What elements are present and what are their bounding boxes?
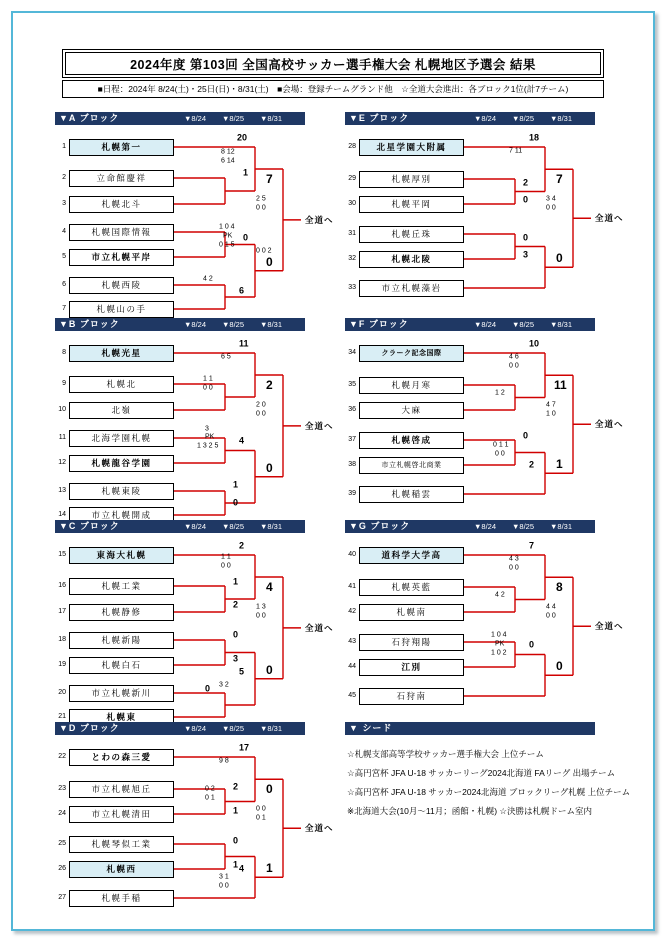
team-box: 江別 <box>359 659 464 676</box>
block-G <box>345 520 635 732</box>
team-number: 35 <box>348 381 356 388</box>
score-label: 1 <box>233 479 239 490</box>
score-label: 3 <box>205 425 209 433</box>
team-box: 札幌英藍 <box>359 579 464 596</box>
team-number: 8 <box>62 349 66 356</box>
team-number: 2 <box>62 174 66 181</box>
date-label: ▼8/25 <box>512 320 535 329</box>
team-box: 石狩南 <box>359 688 464 705</box>
team-number: 42 <box>348 608 356 615</box>
block-title: ▼A ブロック <box>59 113 120 123</box>
block-body <box>55 737 345 933</box>
score-label: 2 <box>239 540 245 551</box>
team-number: 14 <box>58 511 66 518</box>
team-box: 札幌啓成 <box>359 432 464 449</box>
team-number: 13 <box>58 487 66 494</box>
block-B <box>55 318 345 530</box>
date-label: ▼8/25 <box>222 320 245 329</box>
score-label: 6 14 <box>221 157 235 165</box>
team-number: 22 <box>58 753 66 760</box>
score-label: PK <box>205 433 215 441</box>
team-box: 市立札幌平岸 <box>69 249 174 266</box>
score-label: 1 <box>233 805 239 816</box>
team-box: 大麻 <box>359 402 464 419</box>
date-label: ▼8/31 <box>550 522 573 531</box>
score-label: 0 0 <box>509 564 519 572</box>
score-label: 0 <box>523 232 529 243</box>
team-number: 44 <box>348 663 356 670</box>
block-body <box>345 535 635 731</box>
score-label: 1 <box>556 457 563 471</box>
score-label: 0 <box>266 461 273 475</box>
seed-line-1: ☆札幌支部高等学校サッカー選手権大会 上位チーム <box>347 749 544 759</box>
score-label: PK <box>495 640 505 648</box>
team-number: 20 <box>58 689 66 696</box>
team-box: 市立札幌啓北商業 <box>359 457 464 474</box>
team-number: 31 <box>348 230 356 237</box>
date-label: ▼8/24 <box>184 522 207 531</box>
team-number: 28 <box>348 143 356 150</box>
date-label: ▼8/25 <box>222 724 245 733</box>
team-number: 21 <box>58 713 66 720</box>
score-label: 0 1 5 <box>219 241 235 249</box>
team-box: 札幌北 <box>69 376 174 393</box>
team-box: 東海大札幌 <box>69 547 174 564</box>
score-label: 3 <box>523 249 529 260</box>
score-label: PK <box>223 232 233 240</box>
score-label: 0 <box>233 497 239 508</box>
date-label: ▼8/24 <box>474 522 497 531</box>
score-label: 4 3 <box>509 555 519 563</box>
team-box: 札幌北陵 <box>359 251 464 268</box>
score-label: 1 3 <box>256 603 266 611</box>
advance-label: 全道へ <box>305 214 334 225</box>
team-number: 15 <box>58 551 66 558</box>
block-body <box>345 333 635 529</box>
date-label: ▼8/31 <box>260 522 283 531</box>
team-box: 札幌西陵 <box>69 277 174 294</box>
team-box: とわの森三愛 <box>69 749 174 766</box>
score-label: 0 1 <box>256 814 266 822</box>
score-label: 1 <box>233 859 239 870</box>
score-label: 1 <box>266 861 273 875</box>
score-label: 0 <box>233 835 239 846</box>
score-label: 4 2 <box>495 591 505 599</box>
score-label: 0 <box>523 194 529 205</box>
score-label: 2 <box>233 599 239 610</box>
page-subtitle: ■日程：2024年 8/24(土)・25日(日)・8/31(土) ■会場：登録チームグランド他 ☆全道大会進出：各ブロック1位(計7チーム) <box>62 80 604 98</box>
date-label: ▼8/31 <box>550 114 573 123</box>
score-label: 0 0 <box>256 410 266 418</box>
score-label: 0 0 2 <box>256 247 272 255</box>
team-box: 北星学園大附属 <box>359 139 464 156</box>
team-number: 41 <box>348 583 356 590</box>
block-D <box>55 722 345 934</box>
team-box: 札幌厚別 <box>359 171 464 188</box>
date-label: ▼8/31 <box>260 320 283 329</box>
team-box: 札幌静修 <box>69 604 174 621</box>
team-number: 19 <box>58 661 66 668</box>
block-title: ▼D ブロック <box>59 723 120 733</box>
team-number: 37 <box>348 436 356 443</box>
score-label: 3 <box>233 653 239 664</box>
team-number: 30 <box>348 200 356 207</box>
team-number: 1 <box>62 143 66 150</box>
team-box: 市立札幌開成 <box>69 507 174 524</box>
advance-label: 全道へ <box>305 420 334 431</box>
team-number: 4 <box>62 228 66 235</box>
score-label: 7 <box>529 540 535 551</box>
score-label: 1 0 4 <box>219 223 235 231</box>
score-label: 4 7 <box>546 401 556 409</box>
team-box: 札幌南 <box>359 604 464 621</box>
team-number: 40 <box>348 551 356 558</box>
team-number: 7 <box>62 305 66 312</box>
team-box: 札幌琴似工業 <box>69 836 174 853</box>
score-label: 11 <box>554 378 567 392</box>
score-label: 1 1 <box>203 375 213 383</box>
team-box: 立命館慶祥 <box>69 170 174 187</box>
score-label: 0 0 <box>256 612 266 620</box>
score-label: 18 <box>529 132 540 143</box>
score-label: 7 <box>266 172 273 186</box>
team-number: 10 <box>58 406 66 413</box>
score-label: 4 4 <box>546 603 556 611</box>
team-box: 市立札幌藻岩 <box>359 280 464 297</box>
block-header <box>55 112 305 125</box>
date-label: ▼8/24 <box>474 114 497 123</box>
seed-box <box>345 722 645 821</box>
score-label: 0 <box>523 430 529 441</box>
score-label: 0 0 <box>546 204 556 212</box>
seed-lines <box>345 735 645 821</box>
score-label: 4 6 <box>509 353 519 361</box>
date-label: ▼8/25 <box>222 522 245 531</box>
score-label: 2 <box>523 177 529 188</box>
team-number: 38 <box>348 461 356 468</box>
score-label: 1 <box>233 576 239 587</box>
block-title: ▼B ブロック <box>59 319 120 329</box>
score-label: 7 <box>556 172 563 186</box>
team-box: 札幌丘珠 <box>359 226 464 243</box>
score-label: 0 <box>266 663 273 677</box>
score-label: 0 0 <box>203 384 213 392</box>
score-label: 1 2 <box>495 389 505 397</box>
team-box: 道科学大学高 <box>359 547 464 564</box>
date-label: ▼8/25 <box>512 522 535 531</box>
date-label: ▼8/31 <box>260 114 283 123</box>
score-label: 4 <box>266 580 273 594</box>
team-box: 札幌東陵 <box>69 483 174 500</box>
team-number: 17 <box>58 608 66 615</box>
team-box: 札幌白石 <box>69 657 174 674</box>
score-label: 6 5 <box>221 353 231 361</box>
seed-line-2: ☆高円宮杯 JFA U-18 サッカーリーグ2024北海道 FAリーグ 出場チーム <box>347 768 616 778</box>
team-box: 札幌西 <box>69 861 174 878</box>
date-label: ▼8/24 <box>474 320 497 329</box>
advance-label: 全道へ <box>595 621 624 632</box>
score-label: 1 0 2 <box>491 649 507 657</box>
score-label: 0 0 <box>256 805 266 813</box>
score-label: 5 <box>239 666 245 677</box>
page-title: 2024年度 第103回 全国高校サッカー選手権大会 札幌地区予選会 結果 <box>65 52 601 75</box>
team-box: 札幌北斗 <box>69 196 174 213</box>
score-label: 6 <box>239 285 245 296</box>
block-title: ▼C ブロック <box>59 521 120 531</box>
score-label: 2 <box>266 378 273 392</box>
team-box: 市立札幌旭丘 <box>69 781 174 798</box>
block-body <box>55 333 345 529</box>
team-number: 32 <box>348 255 356 262</box>
team-box: 札幌国際情報 <box>69 224 174 241</box>
team-number: 23 <box>58 785 66 792</box>
team-box: 札幌第一 <box>69 139 174 156</box>
team-number: 43 <box>348 638 356 645</box>
score-label: 0 0 <box>495 450 505 458</box>
score-label: 3 4 <box>546 195 556 203</box>
score-label: 20 <box>237 132 248 143</box>
team-box: 市立札幌新川 <box>69 685 174 702</box>
date-label: ▼8/31 <box>260 724 283 733</box>
score-label: 0 1 <box>205 794 215 802</box>
team-box: 札幌光星 <box>69 345 174 362</box>
score-label: 2 0 <box>256 401 266 409</box>
score-label: 3 2 <box>219 681 229 689</box>
team-number: 26 <box>58 865 66 872</box>
team-box: 札幌新陽 <box>69 632 174 649</box>
team-box: 札幌手稲 <box>69 890 174 907</box>
team-box: クラーク記念国際 <box>359 345 464 362</box>
team-box: 札幌平岡 <box>359 196 464 213</box>
block-C <box>55 520 345 732</box>
score-label: 0 <box>556 659 563 673</box>
score-label: 2 <box>529 459 535 470</box>
block-header <box>345 112 595 125</box>
team-number: 3 <box>62 200 66 207</box>
advance-label: 全道へ <box>305 622 334 633</box>
score-label: 0 0 <box>256 204 266 212</box>
team-box: 札幌龍谷学園 <box>69 455 174 472</box>
score-label: 1 3 2 5 <box>197 442 219 450</box>
score-label: 1 1 <box>221 553 231 561</box>
team-number: 18 <box>58 636 66 643</box>
team-number: 27 <box>58 894 66 901</box>
score-label: 0 <box>243 232 249 243</box>
team-number: 45 <box>348 692 356 699</box>
score-label: 0 1 1 <box>493 441 509 449</box>
score-label: 4 <box>239 863 245 874</box>
score-label: 1 0 4 <box>491 631 507 639</box>
score-label: 11 <box>239 338 249 349</box>
team-box: 石狩翔陽 <box>359 634 464 651</box>
team-box: 札幌山の手 <box>69 301 174 318</box>
team-box: 札幌工業 <box>69 578 174 595</box>
advance-label: 全道へ <box>305 823 334 834</box>
team-number: 29 <box>348 175 356 182</box>
date-label: ▼8/24 <box>184 320 207 329</box>
score-label: 4 2 <box>203 275 213 283</box>
team-number: 12 <box>58 459 66 466</box>
block-body <box>345 127 635 323</box>
team-number: 25 <box>58 840 66 847</box>
team-box: 札幌東 <box>69 709 174 726</box>
date-label: ▼8/31 <box>550 320 573 329</box>
team-box: 札幌月寒 <box>359 377 464 394</box>
block-title: ▼G ブロック <box>349 521 411 531</box>
date-label: ▼8/24 <box>184 724 207 733</box>
seed-title: ▼ シード <box>349 723 393 733</box>
score-label: 4 <box>239 435 245 446</box>
score-label: 0 0 <box>221 562 231 570</box>
team-box: 北嶺 <box>69 402 174 419</box>
score-label: 10 <box>529 338 540 349</box>
score-label: 1 0 <box>546 410 556 418</box>
block-title: ▼F ブロック <box>349 319 409 329</box>
seed-line-4: ※北海道大会(10月～11月；函館・札幌) ☆決勝は札幌ドーム室内 <box>347 806 593 816</box>
team-number: 36 <box>348 406 356 413</box>
team-number: 34 <box>348 349 356 356</box>
score-label: 0 <box>556 251 563 265</box>
score-label: 17 <box>239 742 250 753</box>
score-label: 0 0 <box>219 882 229 890</box>
date-label: ▼8/25 <box>222 114 245 123</box>
title-box <box>62 49 604 78</box>
score-label: 0 <box>266 782 273 796</box>
team-number: 24 <box>58 810 66 817</box>
score-label: 0 <box>233 629 239 640</box>
score-label: 1 <box>243 167 249 178</box>
team-number: 39 <box>348 490 356 497</box>
team-number: 6 <box>62 281 66 288</box>
score-label: 8 <box>556 580 563 594</box>
score-label: 0 <box>266 255 273 269</box>
block-F <box>345 318 635 530</box>
block-header <box>345 318 595 331</box>
score-label: 0 <box>205 683 211 694</box>
team-number: 16 <box>58 582 66 589</box>
score-label: 2 <box>233 781 239 792</box>
advance-label: 全道へ <box>595 419 624 430</box>
block-title: ▼E ブロック <box>349 113 410 123</box>
block-E <box>345 112 635 324</box>
block-header <box>345 520 595 533</box>
block-header <box>55 520 305 533</box>
block-body <box>55 127 345 323</box>
block-header <box>55 318 305 331</box>
team-box: 北海学園札幌 <box>69 430 174 447</box>
block-header <box>55 722 305 735</box>
team-number: 33 <box>348 284 356 291</box>
date-label: ▼8/25 <box>512 114 535 123</box>
date-label: ▼8/24 <box>184 114 207 123</box>
score-label: 8 12 <box>221 148 235 156</box>
team-number: 5 <box>62 253 66 260</box>
score-label: 2 5 <box>256 195 266 203</box>
team-number: 11 <box>58 434 66 441</box>
score-label: 0 0 <box>509 362 519 370</box>
team-box: 札幌稲雲 <box>359 486 464 503</box>
score-label: 9 8 <box>219 757 229 765</box>
block-body <box>55 535 345 731</box>
score-label: 3 1 <box>219 873 229 881</box>
advance-label: 全道へ <box>595 213 624 224</box>
team-number: 9 <box>62 380 66 387</box>
score-label: 0 <box>529 639 535 650</box>
seed-line-3: ☆高円宮杯 JFA U-18 サッカー2024北海道 ブロックリーグ札幌 上位チーム <box>347 787 631 797</box>
seed-header <box>345 722 595 735</box>
score-label: 0 0 <box>546 612 556 620</box>
team-box: 市立札幌清田 <box>69 806 174 823</box>
score-label: 0 2 <box>205 785 215 793</box>
block-A <box>55 112 345 324</box>
score-label: 7 11 <box>509 147 523 155</box>
